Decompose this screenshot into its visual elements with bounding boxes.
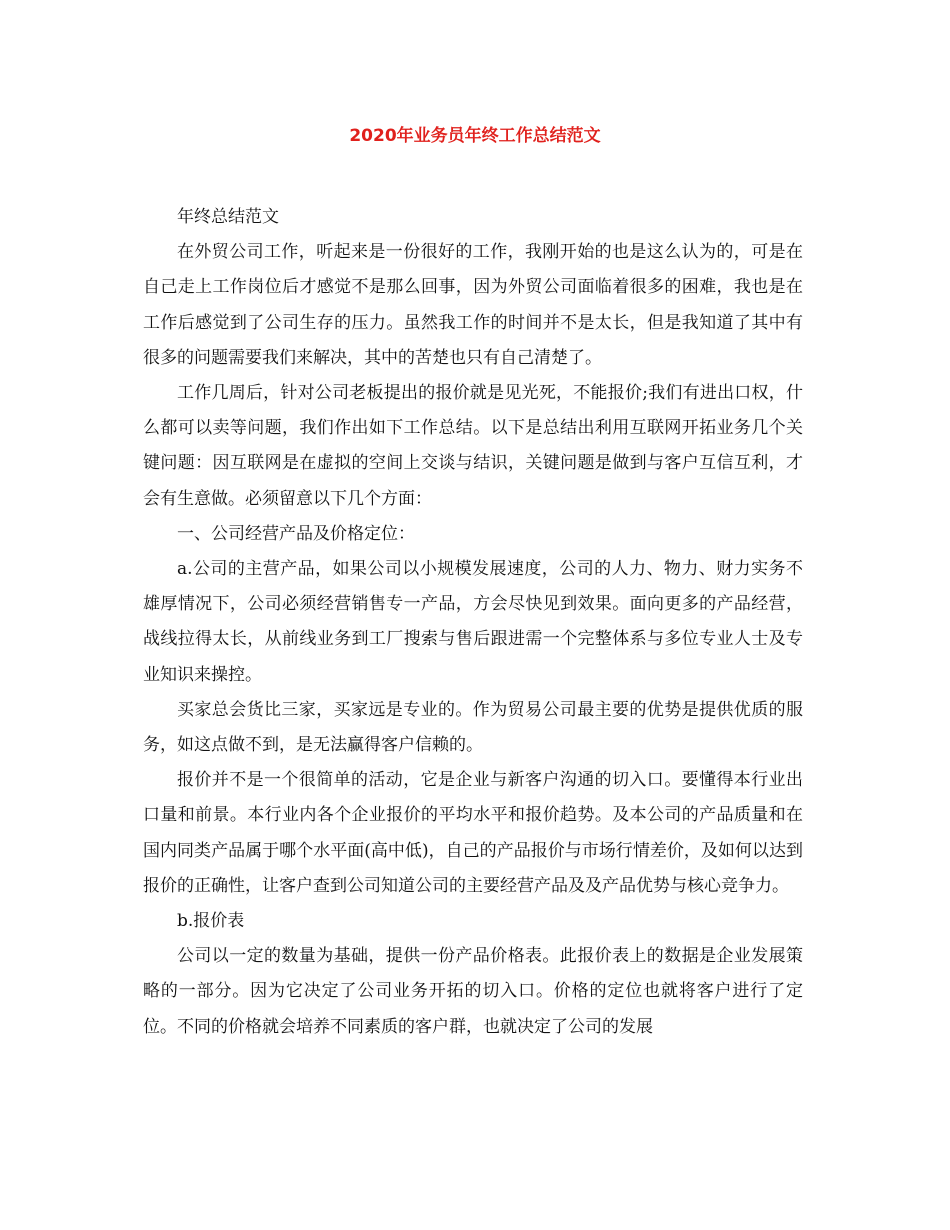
- section-heading: b.报价表: [177, 911, 245, 932]
- paragraph: 工作几周后，针对公司老板提出的报价就是见光死，不能报价;我们有进出口权，什么都可以卖等问题，我们作出如下工作总结。以下是总结出利用互联网开拓业务几个关键问题：因互联网是在虚拟的空间上交谈与结识，关键问题是做到与客户互信互利，才会有生意做。必须留意以下几个方面：: [143, 383, 803, 509]
- paragraph: 公司以一定的数量为基础，提供一份产品价格表。此报价表上的数据是企业发展策略的一部分。因为它决定了公司业务开拓的切入口。价格的定位也就将客户进行了定位。不同的价格就会培养不同素质的客户群，也就决定了公司的发展: [143, 946, 803, 1037]
- paragraph: 报价并不是一个很简单的活动，它是企业与新客户沟通的切入口。要懂得本行业出口量和前景。本行业内各个企业报价的平均水平和报价趋势。及本公司的产品质量和在国内同类产品属于哪个水平面(高中低)，自己的产品报价与市场行情差价，及如何以达到报价的正确性，让客户查到公司知道公司的主要经营产品及及产品优势与核心竞争力。: [143, 770, 803, 896]
- section-heading: 一、公司经营产品及价格定位：: [177, 523, 415, 544]
- paragraph: 在外贸公司工作，听起来是一份很好的工作，我刚开始的也是这么认为的，可是在自己走上工作岗位后才感觉不是那么回事，因为外贸公司面临着很多的困难，我也是在工作后感觉到了公司生存的压力。虽然我工作的时间并不是太长，但是我知道了其中有很多的问题需要我们来解决，其中的苦楚也只有自己清楚了。: [143, 242, 803, 368]
- section-heading: 年终总结范文: [177, 207, 279, 227]
- document-title: 2020年业务员年终工作总结范文: [349, 126, 601, 146]
- paragraph: a.公司的主营产品，如果公司以小规模发展速度，公司的人力、物力、财力实务不雄厚情况下，公司必须经营销售专一产品，方会尽快见到效果。面向更多的产品经营，战线拉得太长，从前线业务到工厂搜索与售后跟进需一个完整体系与多位专业人士及专业知识来操控。: [143, 559, 803, 685]
- document-body: [143, 200, 803, 1045]
- paragraph: 买家总会货比三家，买家远是专业的。作为贸易公司最主要的优势是提供优质的服务，如这点做不到，是无法赢得客户信赖的。: [143, 699, 803, 756]
